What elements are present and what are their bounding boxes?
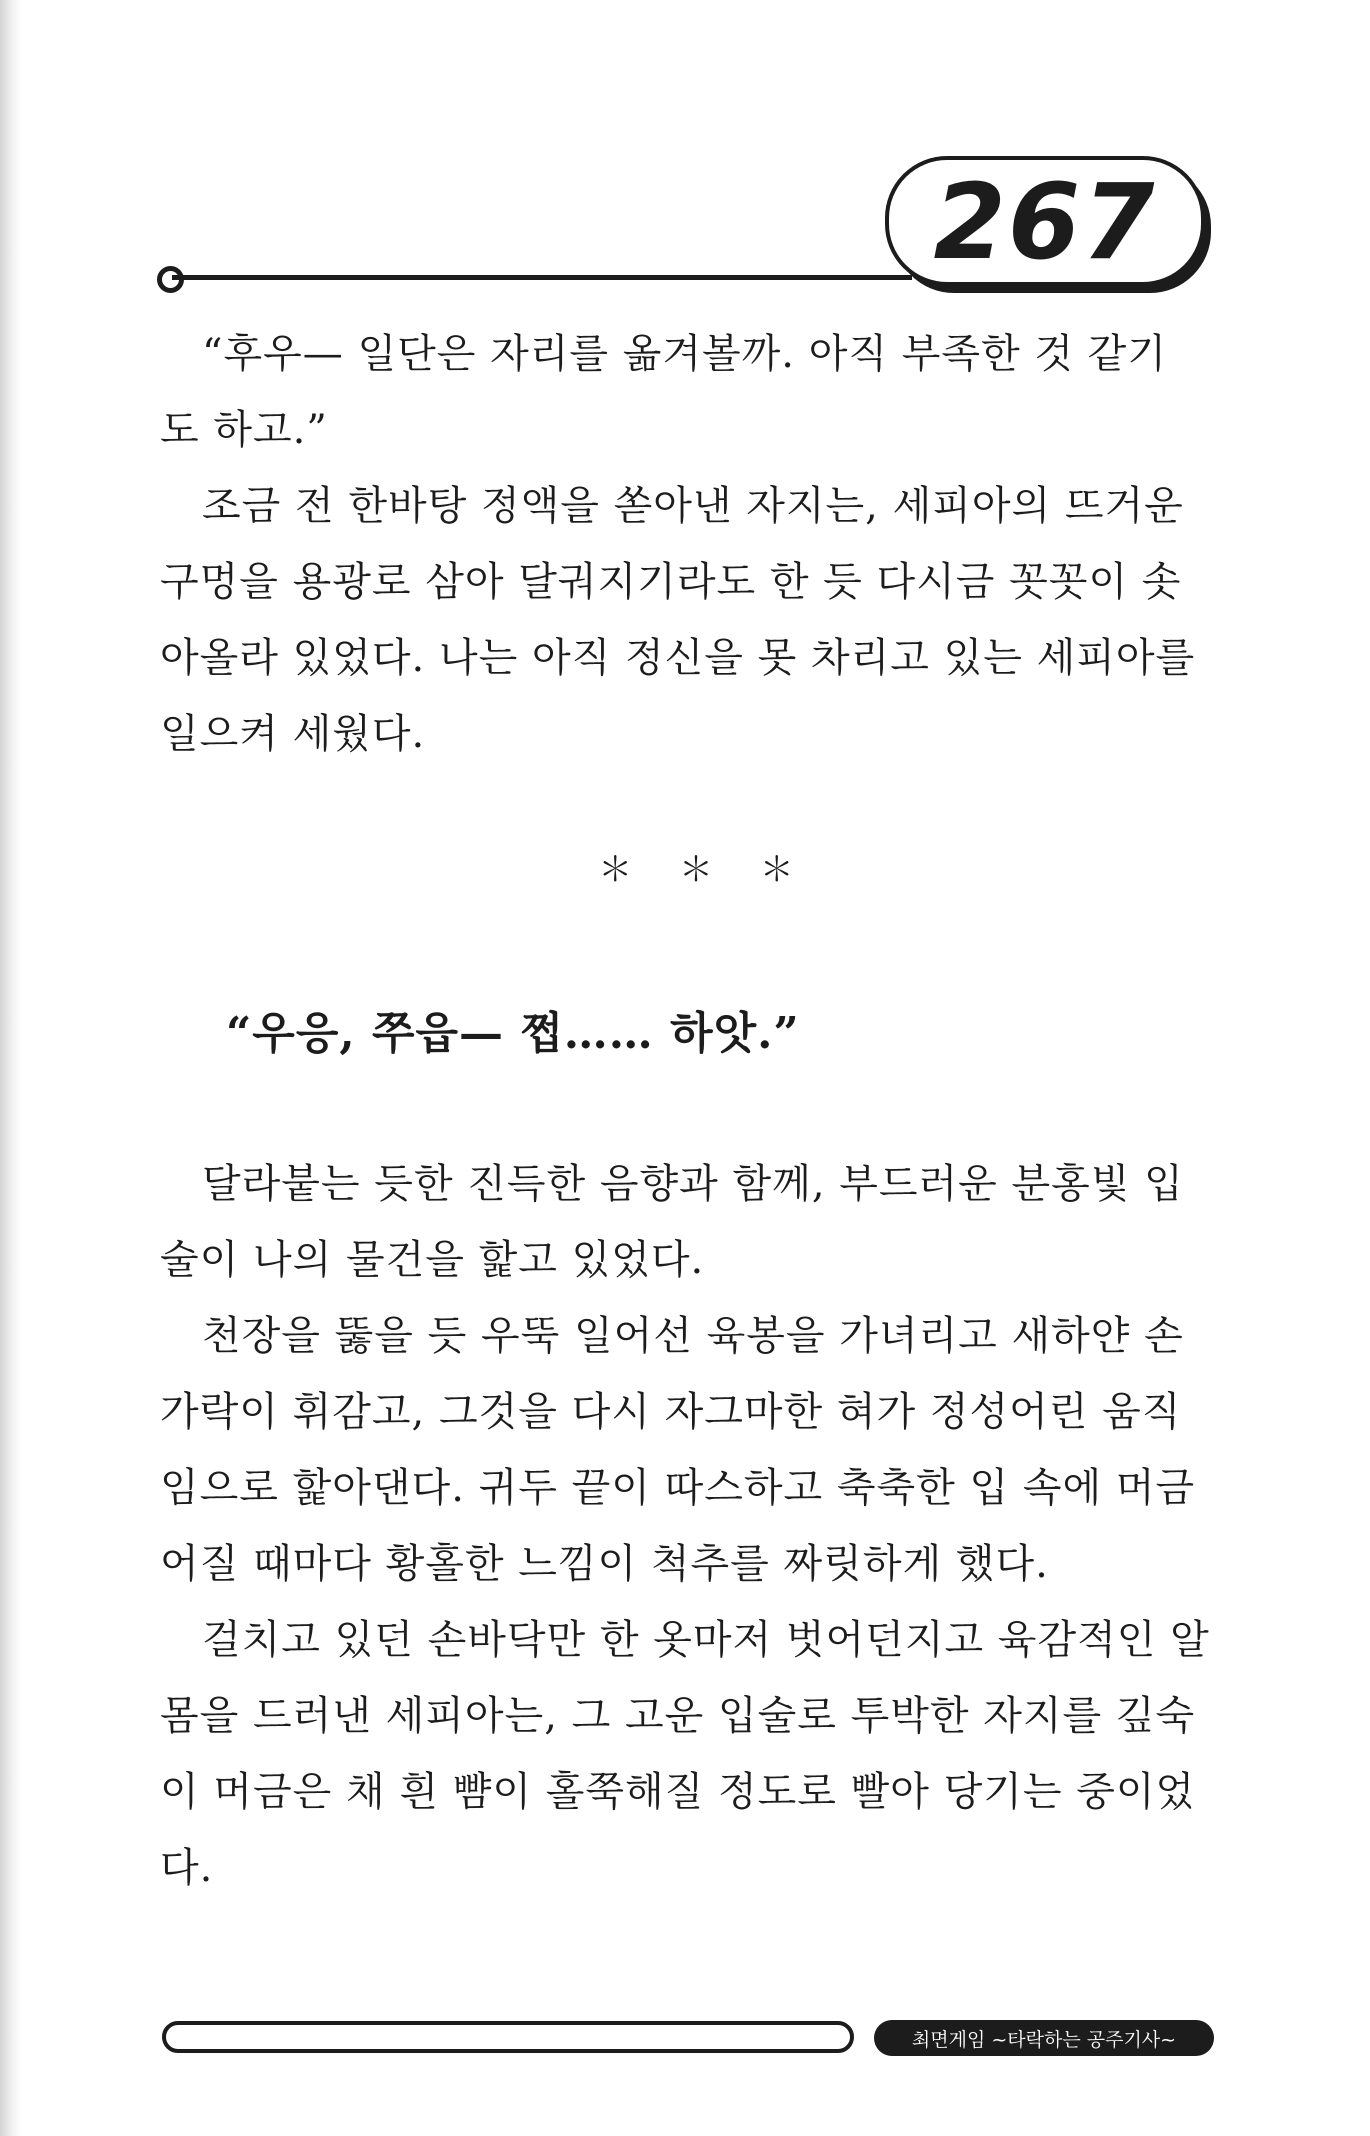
page-number: 267 <box>933 161 1157 283</box>
text-line: 구멍을 용광로 삼아 달궈지기라도 한 듯 다시금 꼿꼿이 솟 <box>160 559 1182 605</box>
text-line: 일으켜 세웠다. <box>160 711 426 757</box>
scene-separator: ＊ ＊ ＊ <box>598 850 812 890</box>
emphasized-dialogue: “우응, 쭈읍— 쩝…… 하앗.” <box>226 1008 800 1059</box>
text-line: 이 머금은 채 흰 뺨이 홀쭉해질 정도로 빨아 당기는 중이었 <box>160 1769 1196 1815</box>
text-line: 걸치고 있던 손바닥만 한 옷마저 벗어던지고 육감적인 알 <box>202 1617 1210 1663</box>
page-gutter-shadow <box>0 0 22 2136</box>
text-line: 몸을 드러낸 세피아는, 그 고운 입술로 투박한 자지를 깊숙 <box>160 1693 1196 1739</box>
text-line: 다. <box>160 1845 214 1891</box>
page-number-badge <box>885 156 1205 286</box>
text-line: 술이 나의 물건을 핥고 있었다. <box>160 1237 705 1283</box>
paragraph-block-2 <box>160 1146 1210 1906</box>
text-line: 달라붙는 듯한 진득한 음향과 함께, 부드러운 분홍빛 입 <box>202 1161 1184 1207</box>
text-line: 도 하고.” <box>160 407 328 453</box>
text-line: 가락이 휘감고, 그것을 다시 자그마한 혀가 정성어린 움직 <box>160 1389 1182 1435</box>
text-line: 어질 때마다 황홀한 느낌이 척추를 짜릿하게 했다. <box>160 1541 1049 1587</box>
text-line: 조금 전 한바탕 정액을 쏟아낸 자지는, 세피아의 뜨거운 <box>202 483 1184 529</box>
header-rule <box>172 275 912 280</box>
text-line: “후우— 일단은 자리를 옮겨볼까. 아직 부족한 것 같기 <box>202 331 1167 377</box>
footer-title-badge <box>874 2020 1214 2056</box>
footer-rule-bar <box>162 2021 854 2053</box>
text-line: 임으로 핥아댄다. 귀두 끝이 따스하고 축축한 입 속에 머금 <box>160 1465 1196 1511</box>
text-line: 천장을 뚫을 듯 우뚝 일어선 육봉을 가녀리고 새하얀 손 <box>202 1313 1184 1359</box>
text-line: 아올라 있었다. 나는 아직 정신을 못 차리고 있는 세피아를 <box>160 635 1196 681</box>
paragraph-block-1 <box>160 316 1210 772</box>
book-title: 최면게임 ~타락하는 공주기사~ <box>911 2028 1177 2051</box>
